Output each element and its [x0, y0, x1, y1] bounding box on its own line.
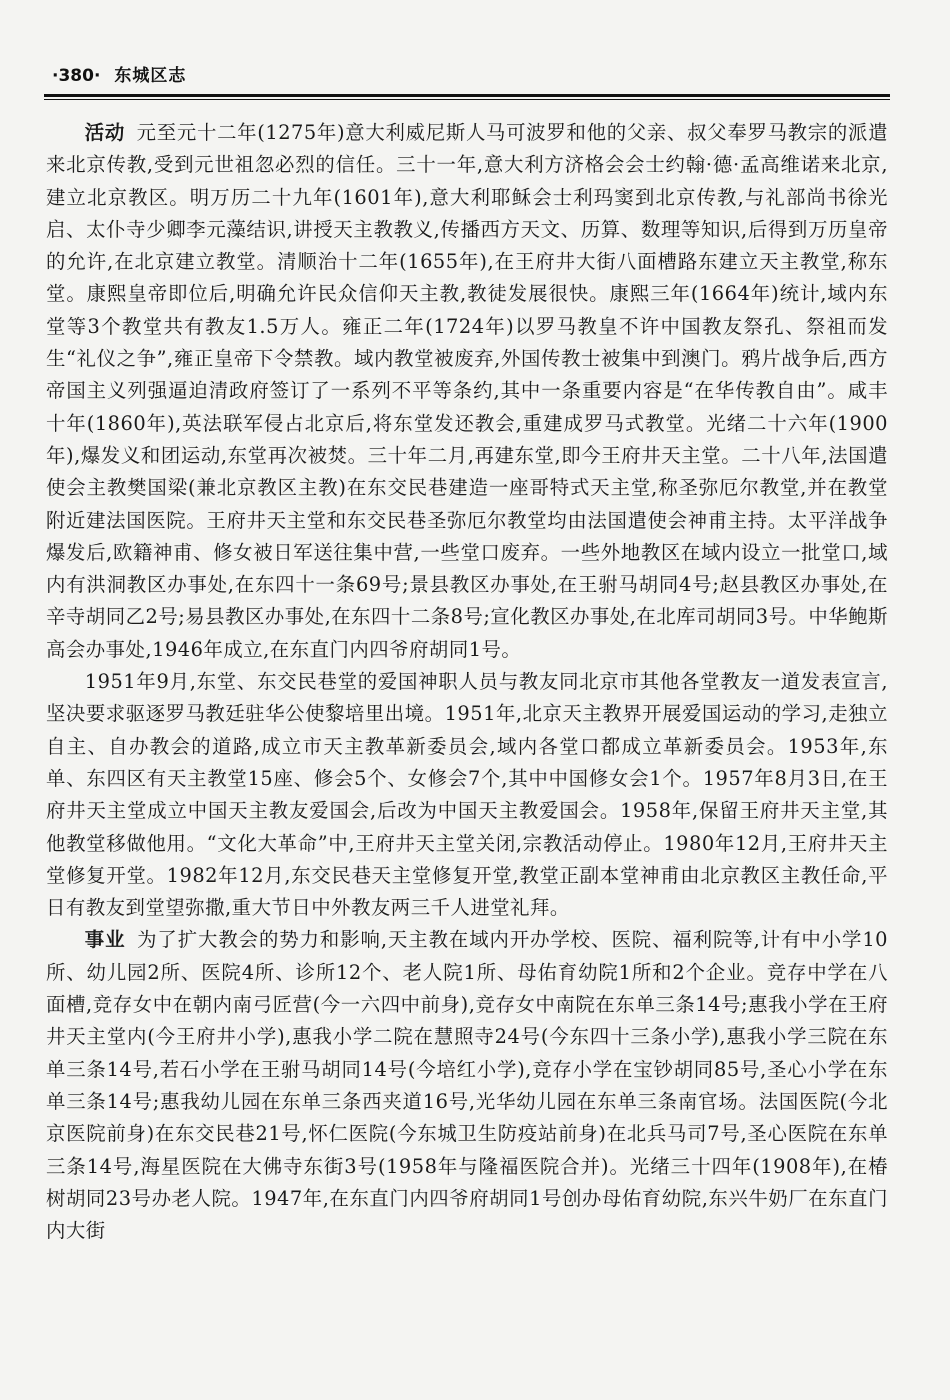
book-title: 东城区志 — [114, 66, 187, 86]
activity-paragraph-1 — [46, 117, 888, 666]
page-number: ·380· — [52, 66, 101, 86]
section-heading-undertakings: 事业 — [84, 928, 126, 952]
activity-paragraph-2: 1951年9月,东堂、东交民巷堂的爱国神职人员与教友同北京市其他各堂教友一道发表宣言,坚决要求驱逐罗马教廷驻华公使黎培里出境。1951年,北京天主教界开展爱国运动的学习,走独立自主、自办教会的道路,成立市天主教革新委员会,域内各堂口都成立革新委员会。1953年,东单、东四区有天主教堂15座、修会5个、女修会7个,其中中国修女会1个。1957年8月3日,在王府井天主堂成立中国天主教友爱国会,后改为中国天主教爱国会。1958年,保留王府井天主堂,其他教堂移做他用。“文化大革命”中,王府井天主堂关闭,宗教活动停止。1980年12月,王府井天主堂修复开堂。1982年12月,东交民巷天主堂修复开堂,教堂正副本堂神甫由北京教区主教任命,平日有教友到堂望弥撒,重大节日中外教友两三千人进堂礼拜。 — [46, 670, 888, 920]
header-rule-thick — [44, 94, 890, 97]
undertakings-paragraph-1-text: 为了扩大教会的势力和影响,天主教在域内开办学校、医院、福利院等,计有中小学10所、幼儿园2所、医院4所、诊所12个、老人院1所、母佑育幼院1所和2个企业。竞存中学在八面槽,竞存女中在朝内南弓匠营(今一六四中前身),竞存女中南院在东单三条14号;惠我小学在王府井天主堂内(今王府井小学),惠我小学二院在慧照寺24号(今东四十三条小学),惠我小学三院在东单三条14号,若石小学在王驸马胡同14号(今培红小学),竞存小学在宝钞胡同85号,圣心小学在东单三条14号;惠我幼儿园在东单三条西夹道16号,光华幼儿园在东单三条南官场。法国医院(今北京医院前身)在东交民巷21号,怀仁医院(今东城卫生防疫站前身)在北兵马司7号,圣心医院在东单三条14号,海星医院在大佛寺东街3号(1958年与隆福医院合并)。光绪三十四年(1908年),在椿树胡同23号办老人院。1947年,在东直门内四爷府胡同1号创办母佑育幼院,东兴牛奶厂在东直门内大街 — [46, 928, 889, 1243]
activity-paragraph-1-text: 元至元十二年(1275年)意大利威尼斯人马可波罗和他的父亲、叔父奉罗马教宗的派遣来北京传教,受到元世祖忽必烈的信任。三十一年,意大利方济格会会士约翰·德·孟高维诺来北京,建立北京教区。明万历二十九年(1601年),意大利耶稣会士利玛窦到北京传教,与礼部尚书徐光启、太仆寺少卿李元藻结识,讲授天主教教义,传播西方天文、历算、数理等知识,后得到万历皇帝的允许,在北京建立教堂。清顺治十二年(1655年),在王府井大街八面槽路东建立天主教堂,称东堂。康熙皇帝即位后,明确允许民众信仰天主教,教徒发展很快。康熙三年(1664年)统计,域内东堂等3个教堂共有教友1.5万人。雍正二年(1724年)以罗马教皇不许中国教友祭孔、祭祖而发生“礼仪之争”,雍正皇帝下令禁教。域内教堂被废弃,外国传教士被集中到澳门。鸦片战争后,西方帝国主义列强逼迫清政府签订了一系列不平等条约,其中一条重要内容是“在华传教自由”。咸丰十年(1860年),英法联军侵占北京后,将东堂发还教会,重建成罗马式教堂。光绪二十六年(1900年),爆发义和团运动,东堂再次被焚。三十年二月,再建东堂,即今王府井天主堂。二十八年,法国遣使会主教樊国梁(兼北京教区主教)在东交民巷建造一座哥特式天主堂,称圣弥厄尔教堂,并在教堂附近建法国医院。王府井天主堂和东交民巷圣弥厄尔教堂均由法国遣使会神甫主持。太平洋战争爆发后,欧籍神甫、修女被日军送往集中营,一些堂口废弃。一些外地教区在域内设立一批堂口,域内有洪洞教区办事处,在东四十一条69号;景县教区办事处,在王驸马胡同4号;赵县教区办事处,在辛寺胡同乙2号;易县教区办事处,在东四十二条8号;宣化教区办事处,在北库司胡同3号。中华鲍斯高会办事处,1946年成立,在东直门内四爷府胡同1号。 — [46, 121, 888, 661]
header-rule-thin — [44, 99, 890, 100]
undertakings-paragraph-1 — [46, 924, 888, 1247]
running-header — [52, 62, 888, 90]
body-text — [46, 117, 888, 1247]
section-heading-activity: 活动 — [84, 121, 126, 144]
